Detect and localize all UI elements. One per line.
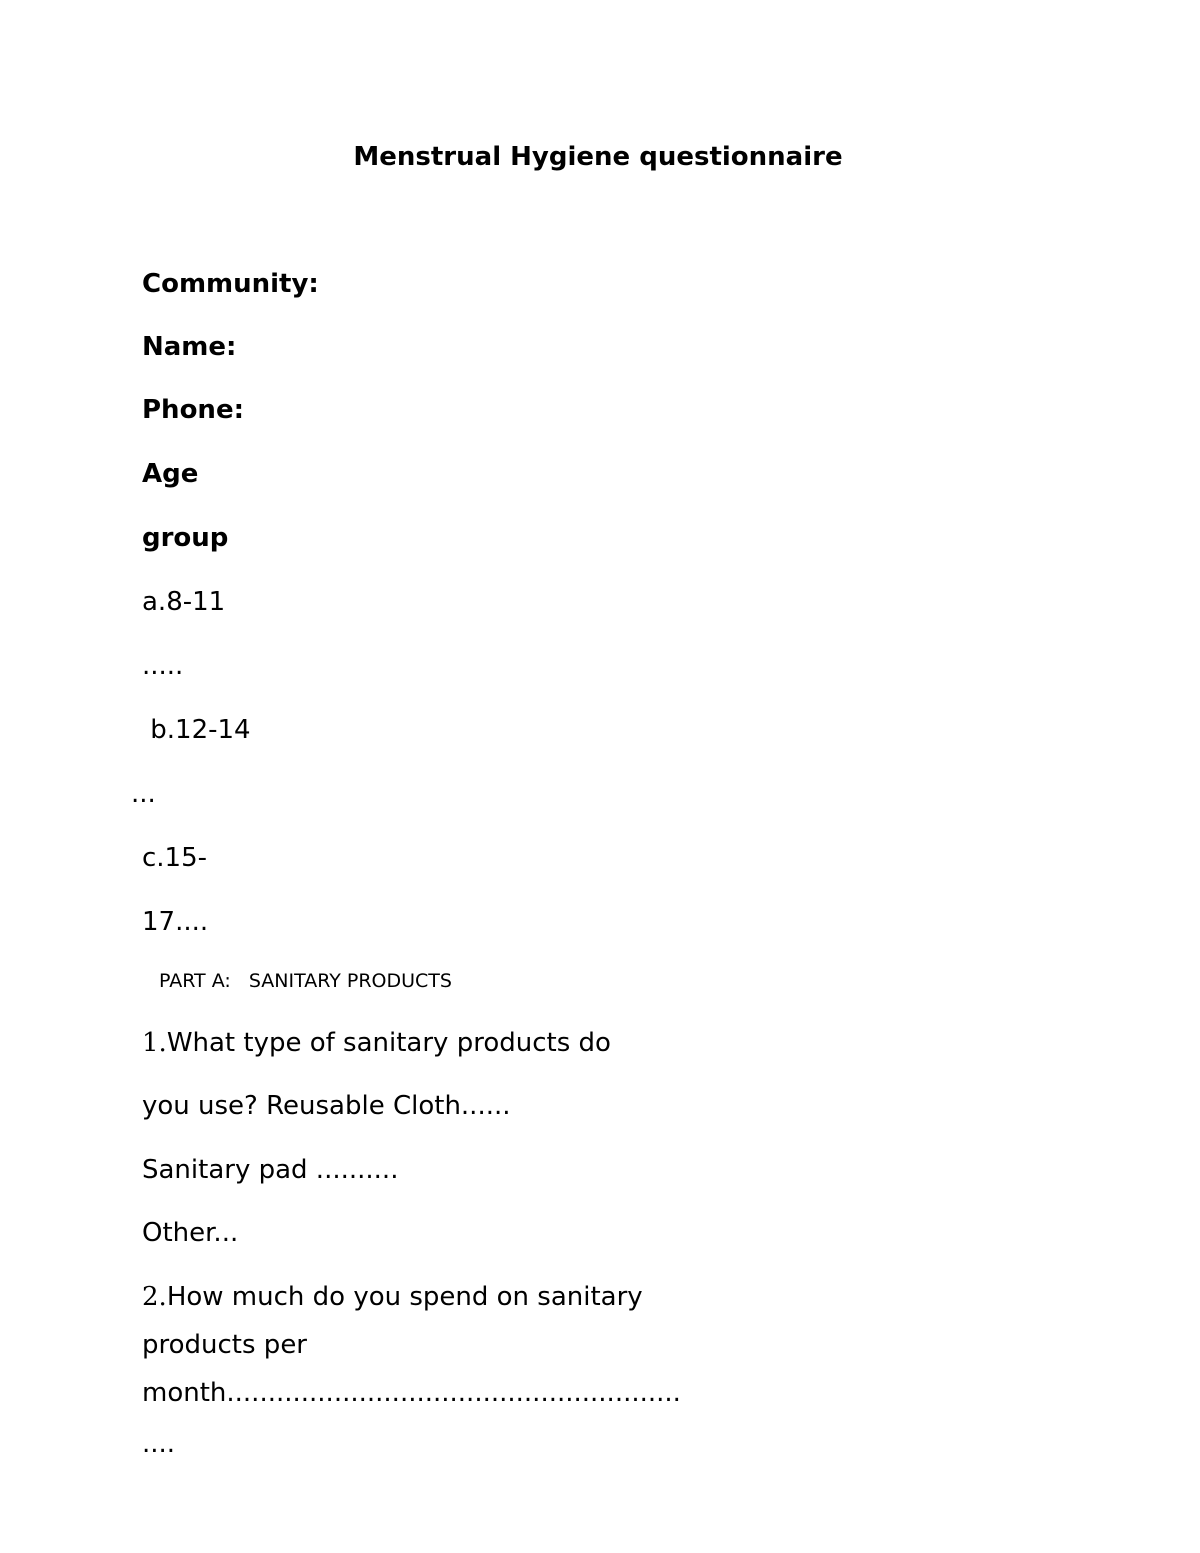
group-label: group	[142, 523, 229, 553]
question-1-line-4: Other...	[142, 1218, 239, 1248]
age-label: Age	[142, 459, 199, 489]
age-option-a-dots: .....	[142, 651, 184, 681]
phone-label: Phone:	[142, 395, 244, 425]
age-option-b-dots: ...	[131, 779, 156, 809]
question-1-line-3: Sanitary pad ..........	[142, 1155, 399, 1185]
question-2-line-2: products per	[142, 1330, 308, 1360]
question-1-text: What type of sanitary products do	[166, 1028, 611, 1058]
part-a-heading: PART A: SANITARY PRODUCTS	[159, 970, 452, 992]
question-2-line-3: month.......................................................	[142, 1378, 681, 1408]
name-label: Name:	[142, 332, 237, 362]
question-2-text: How much do you spend on sanitary	[166, 1282, 643, 1312]
age-option-b: b.12-14	[142, 715, 251, 745]
question-2-number: 2.	[142, 1282, 167, 1312]
question-1-number: 1.	[142, 1028, 167, 1058]
page-title: Menstrual Hygiene questionnaire	[353, 142, 843, 172]
age-option-c: c.15-	[142, 843, 208, 873]
question-1-line-1	[142, 1027, 611, 1059]
question-2-line-4: ....	[142, 1429, 176, 1459]
age-option-a: a.8-11	[142, 587, 226, 617]
community-label: Community:	[142, 269, 319, 299]
age-option-c-cont: 17....	[142, 907, 209, 937]
question-1-line-2: you use? Reusable Cloth......	[142, 1091, 511, 1121]
question-2-line-1	[142, 1281, 643, 1313]
